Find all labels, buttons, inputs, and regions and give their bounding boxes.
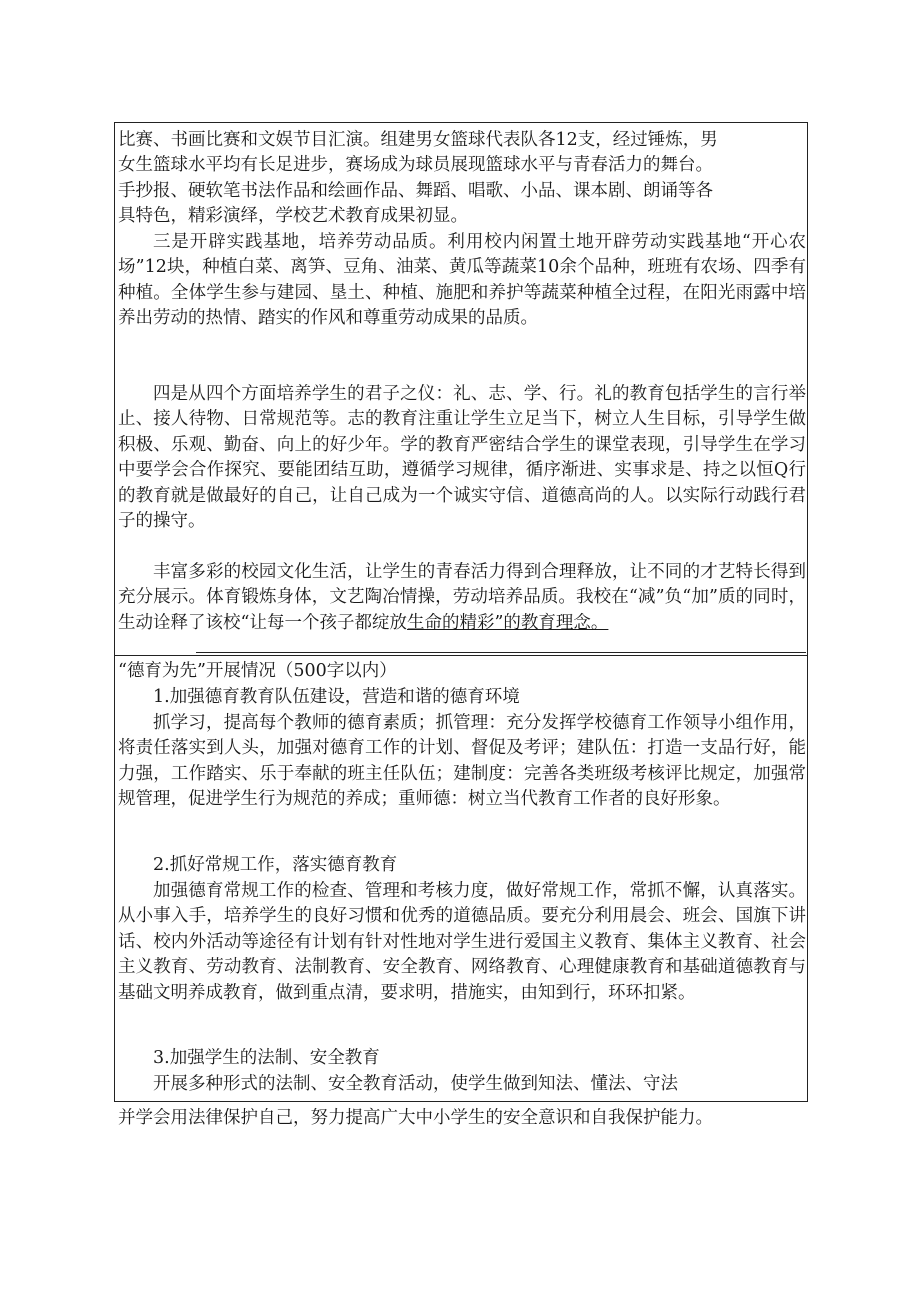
item-2-title: 2.抓好常规工作，落实德育教育 xyxy=(153,855,398,875)
text-line: 具特色，精彩演绎，学校艺术教育成果初显。 xyxy=(118,206,468,227)
text-line: 女生篮球水平均有长足进步，赛场成为球员展现篮球水平与青春活力的舞台。 xyxy=(118,155,713,176)
campus-culture-text: 丰富多彩的校园文化生活，让学生的青春活力得到合理释放，让不同的才艺特长得到充分展示。体育锻炼身体，文艺陶冶情操，劳动培养品质。我校在“减”负“加”质的同时，生动诠释了该校“让每一个孩子都绽放 xyxy=(118,562,806,633)
text-line: 手抄报、硬软笔书法作品和绘画作品、舞蹈、唱歌、小品、课本剧、朗诵等各 xyxy=(118,180,713,201)
signature-rule xyxy=(196,652,806,653)
paragraph-gentleman-manners: 四是从四个方面培养学生的君子之仪：礼、志、学、行。礼的教育包括学生的言行举止、接人待物、日常规范等。志的教育注重让学生立足当下，树立人生目标，引导学生做积极、乐观、勤奋、向上的好少年。学的教育严密结合学生的课堂表现，引导学生在学习中要学会合作探究、要能团结互助，遵循学习规律，循序渐进、实事求是、持之以恒Q行的教育就是做最好的自己，让自己成为一个诚实守信、道德高尚的人。以实际行动践行君子的操守。 xyxy=(118,384,806,532)
text-line: 比赛、书画比赛和文娱节目汇演。组建男女篮球代表队各12支，经过锤炼，男 xyxy=(118,130,718,150)
item-1-title: 1.加强德育教育队伍建设，营造和谐的德育环境 xyxy=(153,687,520,707)
paragraph-activities-continued xyxy=(118,128,806,230)
paragraph-labor-base: 三是开辟实践基地，培养劳动品质。利用校内闲置土地开辟劳动实践基地“开心农场”12块，种植白菜、离笋、豆角、油菜、黄瓜等蔬菜10余个品种，班班有农场、四季有种植。全体学生参与建园、垦土、种植、施肥和养护等蔬菜种植全过程，在阳光雨露中培养出劳动的热情、踏实的作风和尊重劳动成果的品质。 xyxy=(118,232,806,329)
section-divider xyxy=(114,655,808,656)
item-3-body: 开展多种形式的法制、安全教育活动，使学生做到知法、懂法、守法 xyxy=(153,1074,678,1094)
campus-culture-underlined-text: 生命的精彩”的教育理念。 xyxy=(406,612,609,633)
section-heading-moral-education: “德育为先”开展情况（500字以内） xyxy=(118,661,397,681)
paragraph-campus-culture xyxy=(118,560,806,636)
item-2-body: 加强德育常规工作的检查、管理和考核力度，做好常规工作，常抓不懈，认真落实。从小事入手，培养学生的良好习惯和优秀的道德品质。要充分利用晨会、班会、国旗下讲话、校内外活动等途径有计划有针对性地对学生进行爱国主义教育、集体主义教育、社会主义教育、劳动教育、法制教育、安全教育、网络教育、心理健康教育和基础道德教育与基础文明养成教育，做到重点清，要求明，措施实，由知到行，环环扣紧。 xyxy=(118,881,806,1003)
item-1-body: 抓学习，提高每个教师的德育素质；抓管理：充分发挥学校德育工作领导小组作用，将责任落实到人头，加强对德育工作的计划、督促及考评；建队伍：打造一支品行好，能力强，工作踏实、乐于奉献的班主任队伍；建制度：完善各类班级考核评比规定，加强常规管理，促进学生行为规范的养成；重师德：树立当代教育工作者的良好形象。 xyxy=(118,713,806,810)
item-3-body-continued: 并学会用法律保护自己，努力提高广大中小学生的安全意识和自我保护能力。 xyxy=(118,1108,713,1128)
item-3-title: 3.加强学生的法制、安全教育 xyxy=(153,1048,380,1068)
